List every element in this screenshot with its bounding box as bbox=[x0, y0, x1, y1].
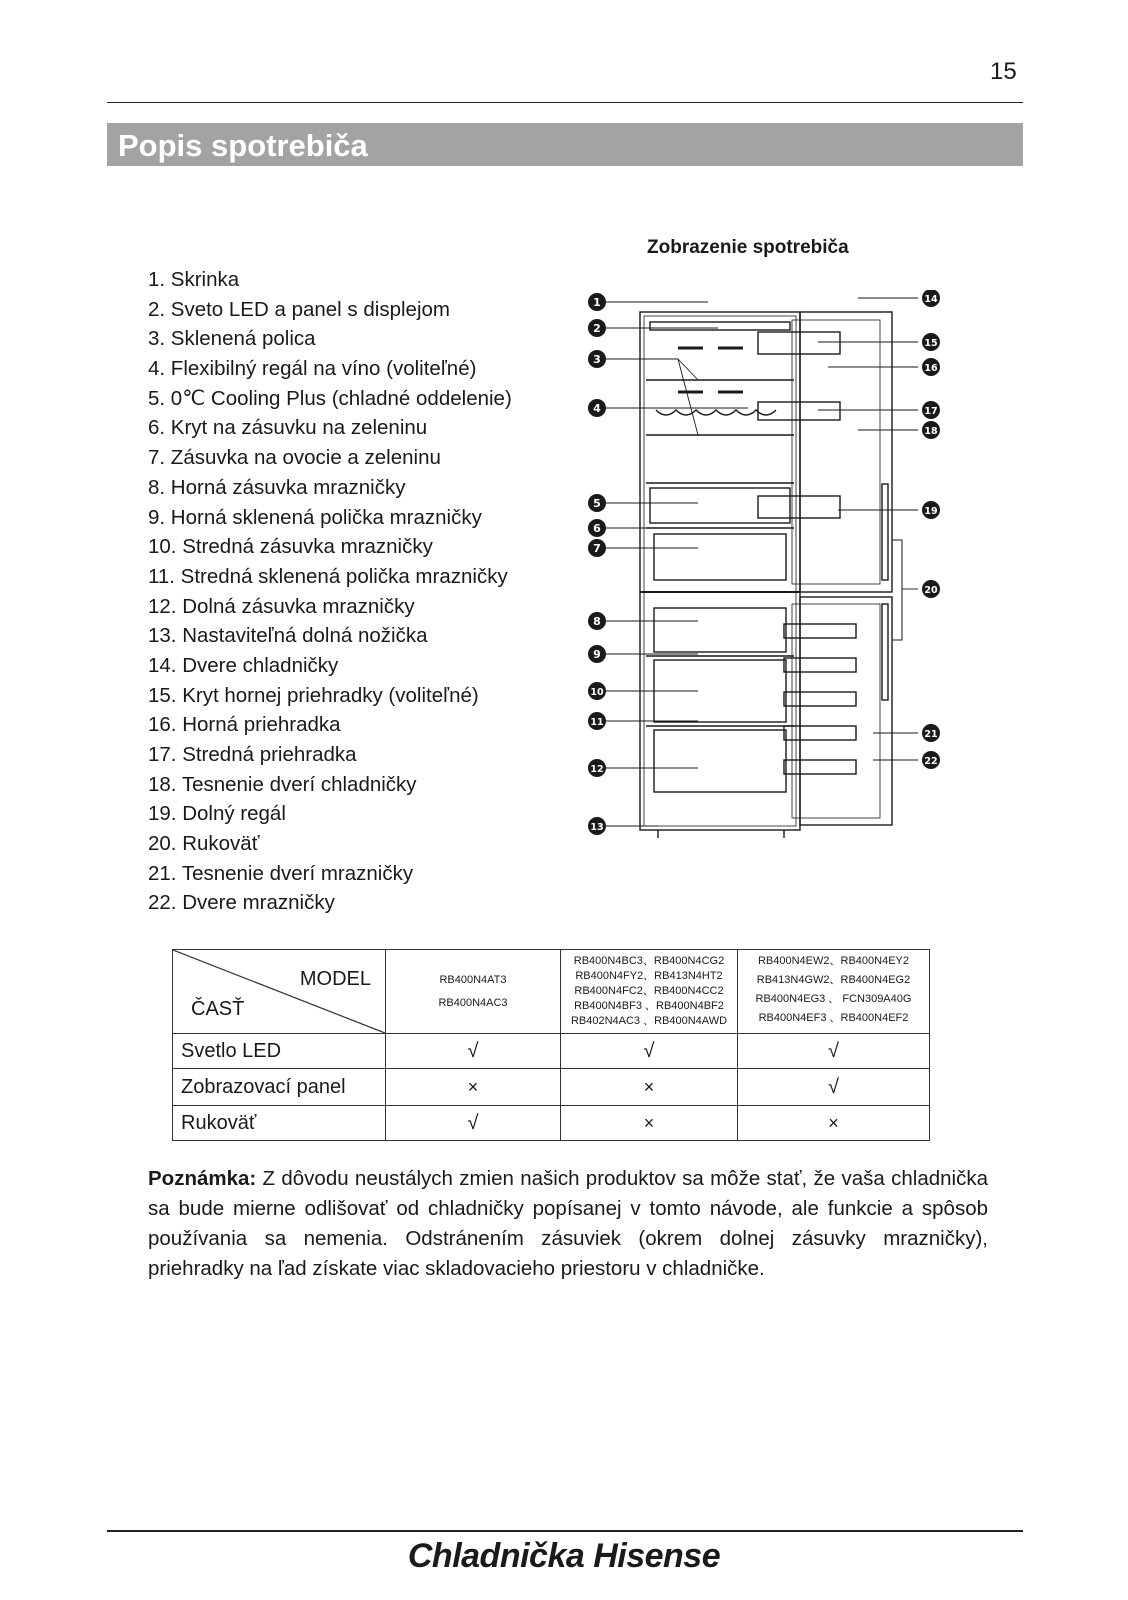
table-cell: × bbox=[561, 1069, 738, 1106]
callout-marker bbox=[922, 358, 940, 376]
callout-number: 21 bbox=[924, 729, 938, 740]
model-header: MODEL bbox=[299, 968, 371, 990]
section-title: Popis spotrebiča bbox=[118, 128, 368, 163]
parts-list-item: 7. Zásuvka na ovocie a zeleninu bbox=[148, 446, 441, 470]
model-name: RB400N4AT3 bbox=[439, 973, 507, 986]
callout-marker bbox=[922, 333, 940, 351]
part-header: ČASŤ bbox=[191, 998, 245, 1020]
parts-list-item: 1. Skrinka bbox=[148, 268, 240, 291]
parts-list-item: 21. Tesnenie dverí mrazničky bbox=[148, 861, 414, 885]
model-name: RB413N4GW2、RB400N4EG2 bbox=[756, 973, 911, 986]
callout-marker bbox=[588, 494, 606, 512]
parts-list-item: 3. Sklenená polica bbox=[148, 327, 316, 351]
callout-number: 19 bbox=[924, 506, 938, 517]
diagram-title: Zobrazenie spotrebiča bbox=[647, 237, 849, 258]
callout-number: 2 bbox=[593, 322, 601, 335]
model-name: RB400N4EF3 、RB400N4EF2 bbox=[758, 1011, 909, 1024]
callout-marker bbox=[588, 817, 606, 835]
callout-marker bbox=[588, 350, 606, 368]
model-name: RB400N4EW2、RB400N4EY2 bbox=[757, 954, 910, 967]
model-name: RB400N4AC3 bbox=[438, 996, 508, 1009]
callout-marker bbox=[588, 319, 606, 337]
callout-number: 6 bbox=[593, 522, 601, 535]
table-cell: × bbox=[386, 1069, 561, 1106]
callout-number: 20 bbox=[924, 585, 938, 596]
callout-number: 15 bbox=[924, 338, 938, 349]
callout-number: 13 bbox=[590, 822, 604, 833]
note-text: Z dôvodu neustálych zmien našich produktov sa môže stať, že vaša chladnička sa bude mierne odlišovať od chladničky popísanej v tomto návode, ale funkcie a spôsob používania sa nemenia. Odstránením zásuviek (okrem dolnej zásuvky mrazničky), priehradky na ľad získate viac skladovacieho priestoru v chladničke. bbox=[148, 1167, 988, 1280]
header-divider bbox=[107, 102, 1023, 103]
footer-divider bbox=[107, 1530, 1023, 1532]
parts-list-item: 13. Nastaviteľná dolná nožička bbox=[148, 624, 428, 648]
parts-list-item: 11. Stredná sklenená polička mrazničky bbox=[148, 564, 508, 588]
table-row bbox=[173, 1106, 930, 1141]
parts-list-item: 8. Horná zásuvka mrazničky bbox=[148, 475, 406, 499]
parts-list-item: 22. Dvere mrazničky bbox=[148, 891, 335, 915]
parts-list-item: 5. 0℃ Cooling Plus (chladné oddelenie) bbox=[148, 386, 512, 410]
callout-marker bbox=[588, 539, 606, 557]
table-header-corner bbox=[173, 950, 386, 1034]
callout-number: 22 bbox=[924, 756, 938, 767]
parts-list-item: 12. Dolná zásuvka mrazničky bbox=[148, 594, 415, 618]
page-number: 15 bbox=[990, 58, 1017, 85]
callout-marker bbox=[588, 712, 606, 730]
model-name: RB400N4FC2、RB400N4CC2 bbox=[574, 985, 724, 997]
model-name: RB400N4EG3 、 FCN309A40G bbox=[755, 992, 912, 1005]
parts-list-item: 4. Flexibilný regál na víno (voliteľné) bbox=[148, 357, 477, 381]
callout-number: 10 bbox=[590, 687, 604, 698]
callout-number: 3 bbox=[593, 353, 601, 366]
callout-marker bbox=[588, 519, 606, 537]
parts-list bbox=[148, 265, 512, 918]
parts-list-item: 6. Kryt na zásuvku na zeleninu bbox=[148, 416, 428, 440]
callout-number: 16 bbox=[924, 363, 938, 374]
callout-number: 9 bbox=[593, 648, 601, 661]
parts-list-item: 14. Dvere chladničky bbox=[148, 653, 339, 677]
table-row bbox=[173, 1034, 930, 1069]
callout-marker bbox=[588, 293, 606, 311]
note-paragraph bbox=[148, 1164, 988, 1284]
model-name: RB400N4BC3、RB400N4CG2 bbox=[573, 955, 725, 967]
footer-brand: Chladnička Hisense bbox=[407, 1537, 721, 1575]
table-cell: × bbox=[738, 1106, 930, 1141]
parts-list-item: 15. Kryt hornej priehradky (voliteľné) bbox=[148, 683, 479, 707]
callout-marker bbox=[588, 645, 606, 663]
row-label: Zobrazovací panel bbox=[173, 1069, 386, 1106]
callout-number: 18 bbox=[924, 426, 938, 437]
callout-marker bbox=[588, 399, 606, 417]
parts-list-item: 18. Tesnenie dverí chladničky bbox=[148, 772, 417, 796]
callout-number: 7 bbox=[593, 542, 601, 555]
callout-marker bbox=[588, 682, 606, 700]
callout-marker bbox=[922, 401, 940, 419]
callout-marker bbox=[588, 612, 606, 630]
model-group-2 bbox=[561, 950, 738, 1034]
callout-marker bbox=[922, 290, 940, 307]
parts-list-item: 16. Horná priehradka bbox=[148, 713, 341, 737]
callout-marker bbox=[922, 751, 940, 769]
callout-number: 14 bbox=[924, 294, 938, 305]
table-cell: √ bbox=[738, 1069, 930, 1106]
table-cell: √ bbox=[386, 1034, 561, 1069]
callout-marker bbox=[922, 724, 940, 742]
model-name: RB400N4BF3 、RB400N4BF2 bbox=[574, 1000, 724, 1012]
callout-number: 17 bbox=[924, 406, 938, 417]
fridge-diagram bbox=[588, 290, 993, 868]
parts-list-item: 2. Sveto LED a panel s displejom bbox=[148, 297, 450, 321]
table-row bbox=[173, 1069, 930, 1106]
callout-number: 12 bbox=[590, 764, 604, 775]
callout-number: 5 bbox=[593, 497, 601, 510]
parts-list-item: 19. Dolný regál bbox=[148, 802, 286, 826]
table-cell: √ bbox=[738, 1034, 930, 1069]
callout-marker bbox=[922, 580, 940, 598]
table-cell: √ bbox=[386, 1106, 561, 1141]
row-label: Svetlo LED bbox=[173, 1034, 386, 1069]
parts-list-item: 17. Stredná priehradka bbox=[148, 743, 357, 766]
callout-number: 4 bbox=[593, 402, 601, 415]
callout-marker bbox=[588, 759, 606, 777]
table-cell: √ bbox=[561, 1034, 738, 1069]
model-group-1 bbox=[386, 950, 561, 1034]
table-cell: × bbox=[561, 1106, 738, 1141]
parts-list-item: 20. Rukoväť bbox=[148, 832, 260, 856]
model-name: RB400N4FY2、RB413N4HT2 bbox=[575, 970, 723, 982]
callout-number: 8 bbox=[593, 615, 601, 628]
callout-marker bbox=[922, 501, 940, 519]
parts-list-item: 10. Stredná zásuvka mrazničky bbox=[148, 535, 433, 559]
model-name: RB402N4AC3 、RB400N4AWD bbox=[570, 1015, 728, 1027]
parts-list-item: 9. Horná sklenená polička mrazničky bbox=[148, 505, 482, 529]
row-label: Rukoväť bbox=[173, 1106, 386, 1141]
model-group-3 bbox=[738, 950, 930, 1034]
callout-number: 1 bbox=[593, 296, 601, 309]
note-label: Poznámka: bbox=[148, 1167, 257, 1190]
callout-number: 11 bbox=[590, 717, 604, 728]
model-parts-table bbox=[172, 949, 930, 1141]
callout-marker bbox=[922, 421, 940, 439]
